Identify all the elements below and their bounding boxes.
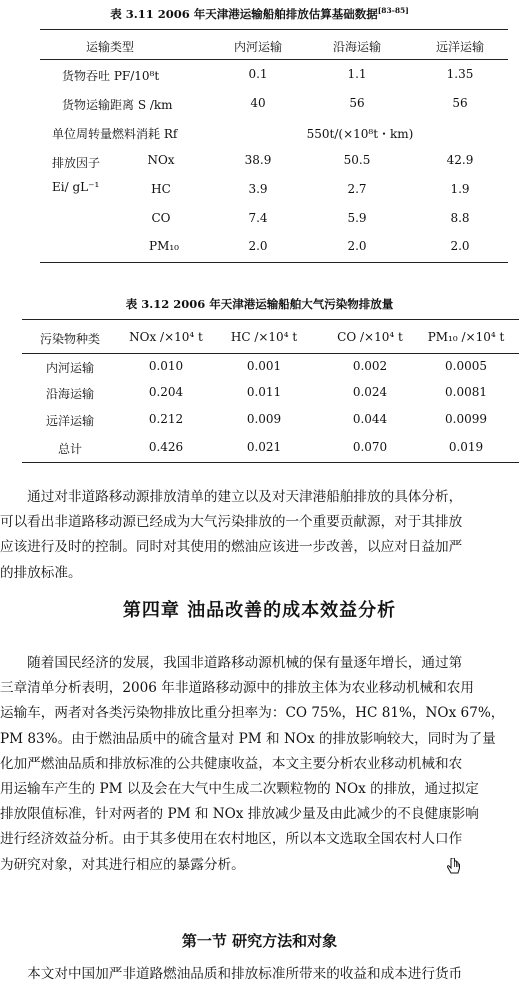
- text-line: 通过对非道路移动源排放清单的建立以及对天津港船舶排放的具体分析，: [0, 489, 463, 505]
- table1-cell: 0.1: [248, 67, 268, 81]
- table1-cell: 2.0: [248, 239, 268, 253]
- table2-row-label: 内河运输: [45, 361, 95, 375]
- table1-top-rule: [40, 29, 508, 30]
- text-line: 化加严燃油品质和排放标准的公共健康收益，本文主要分析农业移动机械和农: [0, 755, 463, 772]
- paragraph-2: [0, 651, 519, 878]
- table1-header-cell: 内河运输: [233, 40, 283, 54]
- table2-cell: 0.002: [352, 359, 388, 373]
- text-line: 三章清单分析表明，2006 年非道路移动源中的排放主体为农业移动机械和农用: [0, 680, 474, 697]
- text-line: PM 83%。由于燃油品质中的硫含量对 PM 和 NOx 的排放影响较大，同时为了量: [0, 730, 496, 747]
- table1-cell: 2.7: [347, 182, 367, 196]
- table1-row-label: 货物吞吐 PF/10⁸t: [62, 69, 160, 83]
- text-line: 可以看出非道路移动源已经成为大气污染排放的一个重要贡献源，对于其排放: [0, 514, 463, 531]
- table2-header-cell: HC /×10⁴ t: [230, 330, 298, 344]
- table1-cell: 38.9: [244, 153, 272, 167]
- table2-cell: 0.021: [246, 440, 282, 454]
- table1-emission-label: Ei/ gL⁻¹: [52, 180, 100, 194]
- table1-bottom-rule: [40, 262, 508, 263]
- table1-emission-label: 排放因子: [52, 156, 101, 170]
- table2-header-cell: NOx /×10⁴ t: [129, 330, 203, 344]
- table2-cell: 0.024: [352, 385, 388, 399]
- text-line: 应该进行及时的控制。同时对其使用的燃油应该进一步改善，以应对日益加严: [0, 539, 463, 556]
- table2-cell: 0.070: [352, 440, 388, 454]
- table1-pollutant: NOx: [147, 153, 175, 167]
- table2-cell: 0.204: [148, 385, 184, 399]
- table2-cell: 0.212: [148, 412, 184, 426]
- table1-cell: 8.8: [450, 211, 470, 225]
- table1-cell: 2.0: [450, 239, 470, 253]
- text-line: 运输车，两者对各类污染物排放比重分担率为：CO 75%，HC 81%，NOx 67%，: [0, 705, 505, 722]
- table2-header-cell: CO /×10⁴ t: [337, 330, 403, 344]
- table1-cell: 5.9: [347, 211, 367, 225]
- table1-pollutant: CO: [151, 211, 171, 225]
- table1-cell: 42.9: [446, 153, 474, 167]
- table1-cell: 1.9: [450, 182, 470, 196]
- table1-caption: 表 3.11 2006 年天津港运输船舶排放估算基础数据[83-85]: [110, 6, 409, 21]
- table1-cell: 7.4: [248, 211, 268, 225]
- table1-pollutant: PM₁₀: [149, 239, 179, 253]
- table2-cell: 0.011: [246, 385, 282, 399]
- table2-cell: 0.001: [246, 359, 282, 373]
- table1-pollutant: HC: [151, 182, 171, 196]
- table1-header-cell: 远洋运输: [435, 40, 485, 54]
- table1-header-cell: 运输类型: [85, 40, 135, 54]
- table1-cell: 550t/(×10⁸t・km): [306, 127, 414, 141]
- table1-cell: 56: [452, 96, 468, 110]
- hand-cursor-icon: [446, 858, 462, 880]
- paragraph-1: [0, 485, 519, 586]
- text-line: 为研究对象，对其进行相应的暴露分析。: [0, 856, 245, 873]
- table2-row-label: 远洋运输: [45, 414, 95, 428]
- table2-caption: 表 3.12 2006 年天津港运输船舶大气污染物排放量: [125, 297, 394, 311]
- chapter-title: 第四章 油品改善的成本效益分析: [122, 600, 397, 621]
- table2-cell: 0.0099: [445, 412, 487, 426]
- table1-row-label: 单位周转量燃料消耗 Rf: [52, 127, 178, 141]
- table1-cell: 50.5: [343, 153, 371, 167]
- table2-cell: 0.010: [148, 359, 184, 373]
- text-line: 随着国民经济的发展，我国非道路移动源机械的保有量逐年增长，通过第: [0, 655, 463, 671]
- table1-header-rule: [40, 59, 508, 60]
- text-line: 进行经济效益分析。由于其多使用在农村地区，所以本文选取全国农村人口作: [0, 831, 463, 848]
- table2-cell: 0.426: [148, 440, 184, 454]
- table1-cell: 2.0: [347, 239, 367, 253]
- table2-cell: 0.0005: [445, 359, 487, 373]
- table1-cell: 40: [250, 96, 266, 110]
- table2-bottom-rule: [22, 462, 519, 463]
- table2-header-cell: PM₁₀ /×10⁴ t: [427, 330, 505, 344]
- table1-cell: 56: [349, 96, 365, 110]
- table2-cell: 0.019: [448, 440, 484, 454]
- text-line: 排放限值标准，针对两者的 PM 和 NOx 排放减少量及由此减少的不良健康影响: [0, 806, 479, 823]
- table2-top-rule: [22, 319, 519, 320]
- table2-cell: 0.044: [352, 412, 388, 426]
- text-line: 本文对中国加严非道路燃油品质和排放标准所带来的收益和成本进行货币: [0, 966, 463, 982]
- text-line: 用运输车产生的 PM 以及会在大气中生成二次颗粒物的 NOx 的排放，通过拟定: [0, 780, 479, 797]
- table2-header-rule: [22, 353, 519, 354]
- table2-row-label: 总计: [57, 442, 83, 456]
- table2-row-label: 沿海运输: [45, 387, 95, 401]
- table2-cell: 0.009: [246, 412, 282, 426]
- table1-cell: 1.1: [347, 67, 367, 81]
- table2-cell: 0.0081: [445, 385, 487, 399]
- table1-cell: 3.9: [248, 182, 268, 196]
- table1-cell: 1.35: [446, 67, 474, 81]
- table1-row-label: 货物运输距离 S /km: [62, 98, 173, 112]
- section-title: 第一节 研究方法和对象: [181, 932, 338, 950]
- table2-header-cell: 污染物种类: [39, 332, 101, 346]
- text-line: 的排放标准。: [0, 564, 82, 581]
- table1-header-cell: 沿海运输: [332, 40, 382, 54]
